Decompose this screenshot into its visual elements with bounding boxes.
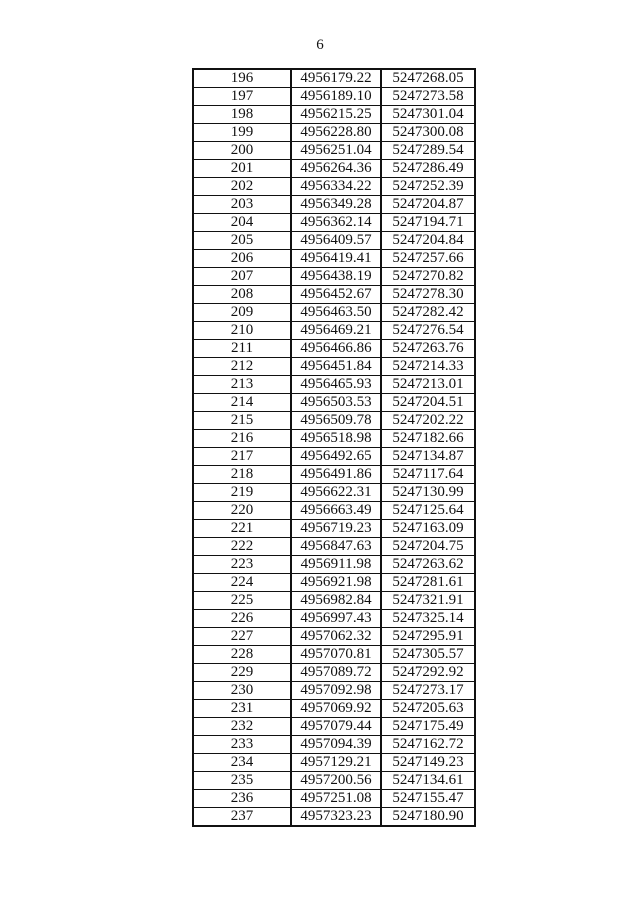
point-number-cell: 229 bbox=[193, 664, 291, 682]
y-coordinate-cell: 5247204.75 bbox=[381, 538, 475, 556]
x-coordinate-cell: 4957069.92 bbox=[291, 700, 381, 718]
point-number-cell: 221 bbox=[193, 520, 291, 538]
table-row bbox=[193, 214, 475, 232]
x-coordinate-cell: 4956911.98 bbox=[291, 556, 381, 574]
y-coordinate-cell: 5247295.91 bbox=[381, 628, 475, 646]
table-row bbox=[193, 502, 475, 520]
x-coordinate-cell: 4956492.65 bbox=[291, 448, 381, 466]
x-coordinate-cell: 4957251.08 bbox=[291, 790, 381, 808]
y-coordinate-cell: 5247325.14 bbox=[381, 610, 475, 628]
table-row bbox=[193, 178, 475, 196]
table-row bbox=[193, 808, 475, 827]
table-row bbox=[193, 592, 475, 610]
x-coordinate-cell: 4956465.93 bbox=[291, 376, 381, 394]
point-number-cell: 207 bbox=[193, 268, 291, 286]
point-number-cell: 227 bbox=[193, 628, 291, 646]
point-number-cell: 213 bbox=[193, 376, 291, 394]
table-row bbox=[193, 736, 475, 754]
point-number-cell: 200 bbox=[193, 142, 291, 160]
table-row bbox=[193, 322, 475, 340]
point-number-cell: 205 bbox=[193, 232, 291, 250]
y-coordinate-cell: 5247257.66 bbox=[381, 250, 475, 268]
x-coordinate-cell: 4956438.19 bbox=[291, 268, 381, 286]
y-coordinate-cell: 5247134.87 bbox=[381, 448, 475, 466]
table-row bbox=[193, 484, 475, 502]
point-number-cell: 215 bbox=[193, 412, 291, 430]
point-number-cell: 196 bbox=[193, 69, 291, 88]
x-coordinate-cell: 4957200.56 bbox=[291, 772, 381, 790]
point-number-cell: 230 bbox=[193, 682, 291, 700]
x-coordinate-cell: 4956518.98 bbox=[291, 430, 381, 448]
y-coordinate-cell: 5247268.05 bbox=[381, 69, 475, 88]
y-coordinate-cell: 5247301.04 bbox=[381, 106, 475, 124]
x-coordinate-cell: 4956921.98 bbox=[291, 574, 381, 592]
point-number-cell: 219 bbox=[193, 484, 291, 502]
table-row bbox=[193, 772, 475, 790]
table-row bbox=[193, 466, 475, 484]
table-row bbox=[193, 160, 475, 178]
table-row bbox=[193, 574, 475, 592]
point-number-cell: 209 bbox=[193, 304, 291, 322]
table-row bbox=[193, 520, 475, 538]
x-coordinate-cell: 4956189.10 bbox=[291, 88, 381, 106]
point-number-cell: 203 bbox=[193, 196, 291, 214]
y-coordinate-cell: 5247205.63 bbox=[381, 700, 475, 718]
y-coordinate-cell: 5247263.76 bbox=[381, 340, 475, 358]
y-coordinate-cell: 5247263.62 bbox=[381, 556, 475, 574]
point-number-cell: 226 bbox=[193, 610, 291, 628]
x-coordinate-cell: 4957129.21 bbox=[291, 754, 381, 772]
x-coordinate-cell: 4957079.44 bbox=[291, 718, 381, 736]
point-number-cell: 208 bbox=[193, 286, 291, 304]
table-row bbox=[193, 376, 475, 394]
point-number-cell: 199 bbox=[193, 124, 291, 142]
table-row bbox=[193, 304, 475, 322]
x-coordinate-cell: 4956228.80 bbox=[291, 124, 381, 142]
table-row bbox=[193, 538, 475, 556]
point-number-cell: 201 bbox=[193, 160, 291, 178]
table-row bbox=[193, 340, 475, 358]
table-row bbox=[193, 610, 475, 628]
table-row bbox=[193, 790, 475, 808]
point-number-cell: 228 bbox=[193, 646, 291, 664]
x-coordinate-cell: 4957092.98 bbox=[291, 682, 381, 700]
table-row bbox=[193, 754, 475, 772]
y-coordinate-cell: 5247252.39 bbox=[381, 178, 475, 196]
coordinates-table bbox=[192, 68, 476, 827]
table-row bbox=[193, 69, 475, 88]
y-coordinate-cell: 5247194.71 bbox=[381, 214, 475, 232]
x-coordinate-cell: 4956251.04 bbox=[291, 142, 381, 160]
point-number-cell: 224 bbox=[193, 574, 291, 592]
x-coordinate-cell: 4956349.28 bbox=[291, 196, 381, 214]
y-coordinate-cell: 5247134.61 bbox=[381, 772, 475, 790]
y-coordinate-cell: 5247286.49 bbox=[381, 160, 475, 178]
point-number-cell: 198 bbox=[193, 106, 291, 124]
point-number-cell: 206 bbox=[193, 250, 291, 268]
x-coordinate-cell: 4956215.25 bbox=[291, 106, 381, 124]
y-coordinate-cell: 5247204.84 bbox=[381, 232, 475, 250]
x-coordinate-cell: 4956491.86 bbox=[291, 466, 381, 484]
y-coordinate-cell: 5247149.23 bbox=[381, 754, 475, 772]
y-coordinate-cell: 5247125.64 bbox=[381, 502, 475, 520]
x-coordinate-cell: 4957089.72 bbox=[291, 664, 381, 682]
page-number: 6 bbox=[316, 37, 324, 53]
y-coordinate-cell: 5247321.91 bbox=[381, 592, 475, 610]
table-row bbox=[193, 682, 475, 700]
point-number-cell: 236 bbox=[193, 790, 291, 808]
y-coordinate-cell: 5247180.90 bbox=[392, 808, 464, 824]
y-coordinate-cell: 5247213.01 bbox=[381, 376, 475, 394]
point-number-cell: 237 bbox=[193, 808, 291, 827]
y-coordinate-cell: 5247130.99 bbox=[381, 484, 475, 502]
point-number-cell: 214 bbox=[193, 394, 291, 412]
x-coordinate-cell: 4956179.22 bbox=[291, 69, 381, 88]
table-row bbox=[193, 358, 475, 376]
table-row bbox=[193, 196, 475, 214]
y-coordinate-cell: 5247202.22 bbox=[381, 412, 475, 430]
table-row bbox=[193, 646, 475, 664]
x-coordinate-cell: 4957062.32 bbox=[291, 628, 381, 646]
table-row bbox=[193, 394, 475, 412]
y-coordinate-cell: 5247117.64 bbox=[381, 466, 475, 484]
point-number-cell: 225 bbox=[193, 592, 291, 610]
x-coordinate-cell: 4956847.63 bbox=[291, 538, 381, 556]
point-number-cell: 218 bbox=[193, 466, 291, 484]
x-coordinate-cell: 4956362.14 bbox=[291, 214, 381, 232]
x-coordinate-cell: 4956466.86 bbox=[291, 340, 381, 358]
point-number-cell: 210 bbox=[193, 322, 291, 340]
y-coordinate-cell: 5247289.54 bbox=[381, 142, 475, 160]
x-coordinate-cell: 4956334.22 bbox=[291, 178, 381, 196]
x-coordinate-cell: 4956264.36 bbox=[291, 160, 381, 178]
x-coordinate-cell: 4956982.84 bbox=[291, 592, 381, 610]
table-row bbox=[193, 448, 475, 466]
table-row bbox=[193, 250, 475, 268]
x-coordinate-cell: 4956719.23 bbox=[291, 520, 381, 538]
y-coordinate-cell: 5247270.82 bbox=[381, 268, 475, 286]
table-row bbox=[193, 412, 475, 430]
y-coordinate-cell: 5247300.08 bbox=[381, 124, 475, 142]
point-number-cell: 235 bbox=[193, 772, 291, 790]
table-row bbox=[193, 106, 475, 124]
x-coordinate-cell: 4956663.49 bbox=[291, 502, 381, 520]
x-coordinate-cell: 4957070.81 bbox=[291, 646, 381, 664]
table-row bbox=[193, 700, 475, 718]
y-coordinate-cell: 5247204.87 bbox=[381, 196, 475, 214]
point-number-cell: 204 bbox=[193, 214, 291, 232]
table-row bbox=[193, 556, 475, 574]
y-coordinate-cell: 5247204.51 bbox=[381, 394, 475, 412]
y-coordinate-cell: 5247163.09 bbox=[381, 520, 475, 538]
y-coordinate-cell: 5247214.33 bbox=[381, 358, 475, 376]
table-row bbox=[193, 430, 475, 448]
x-coordinate-cell: 4956622.31 bbox=[291, 484, 381, 502]
x-coordinate-cell: 4957094.39 bbox=[291, 736, 381, 754]
y-coordinate-cell: 5247162.72 bbox=[381, 736, 475, 754]
table-row bbox=[193, 268, 475, 286]
y-coordinate-cell: 5247281.61 bbox=[381, 574, 475, 592]
y-coordinate-cell: 5247305.57 bbox=[381, 646, 475, 664]
y-coordinate-cell: 5247292.92 bbox=[381, 664, 475, 682]
point-number-cell: 197 bbox=[193, 88, 291, 106]
point-number-cell: 216 bbox=[193, 430, 291, 448]
point-number-cell: 232 bbox=[193, 718, 291, 736]
table-row bbox=[193, 232, 475, 250]
x-coordinate-cell: 4956463.50 bbox=[291, 304, 381, 322]
y-coordinate-cell: 5247282.42 bbox=[381, 304, 475, 322]
point-number-cell: 234 bbox=[193, 754, 291, 772]
point-number-cell: 231 bbox=[193, 700, 291, 718]
y-coordinate-cell: 5247278.30 bbox=[381, 286, 475, 304]
x-coordinate-cell: 4956451.84 bbox=[291, 358, 381, 376]
x-coordinate-cell: 4957323.23 bbox=[291, 808, 381, 827]
table-row bbox=[193, 286, 475, 304]
point-number-cell: 202 bbox=[193, 178, 291, 196]
table-row bbox=[193, 124, 475, 142]
y-coordinate-cell: 5247276.54 bbox=[381, 322, 475, 340]
table-row bbox=[193, 718, 475, 736]
point-number-cell: 217 bbox=[193, 448, 291, 466]
x-coordinate-cell: 4956409.57 bbox=[291, 232, 381, 250]
table-row bbox=[193, 664, 475, 682]
x-coordinate-cell: 4956419.41 bbox=[291, 250, 381, 268]
table-row bbox=[193, 142, 475, 160]
point-number-cell: 220 bbox=[193, 502, 291, 520]
y-coordinate-cell: 5247273.58 bbox=[381, 88, 475, 106]
x-coordinate-cell: 4956997.43 bbox=[291, 610, 381, 628]
table-row bbox=[193, 88, 475, 106]
y-coordinate-cell: 5247155.47 bbox=[381, 790, 475, 808]
y-coordinate-cell: 5247273.17 bbox=[381, 682, 475, 700]
x-coordinate-cell: 4956469.21 bbox=[291, 322, 381, 340]
point-number-cell: 223 bbox=[193, 556, 291, 574]
x-coordinate-cell: 4956503.53 bbox=[291, 394, 381, 412]
coordinates-table-body bbox=[193, 69, 475, 826]
y-coordinate-cell: 5247175.49 bbox=[381, 718, 475, 736]
x-coordinate-cell: 4956509.78 bbox=[291, 412, 381, 430]
point-number-cell: 211 bbox=[193, 340, 291, 358]
y-coordinate-cell: 5247182.66 bbox=[381, 430, 475, 448]
table-row bbox=[193, 628, 475, 646]
x-coordinate-cell: 4956452.67 bbox=[291, 286, 381, 304]
point-number-cell: 212 bbox=[193, 358, 291, 376]
point-number-cell: 222 bbox=[193, 538, 291, 556]
point-number-cell: 233 bbox=[193, 736, 291, 754]
